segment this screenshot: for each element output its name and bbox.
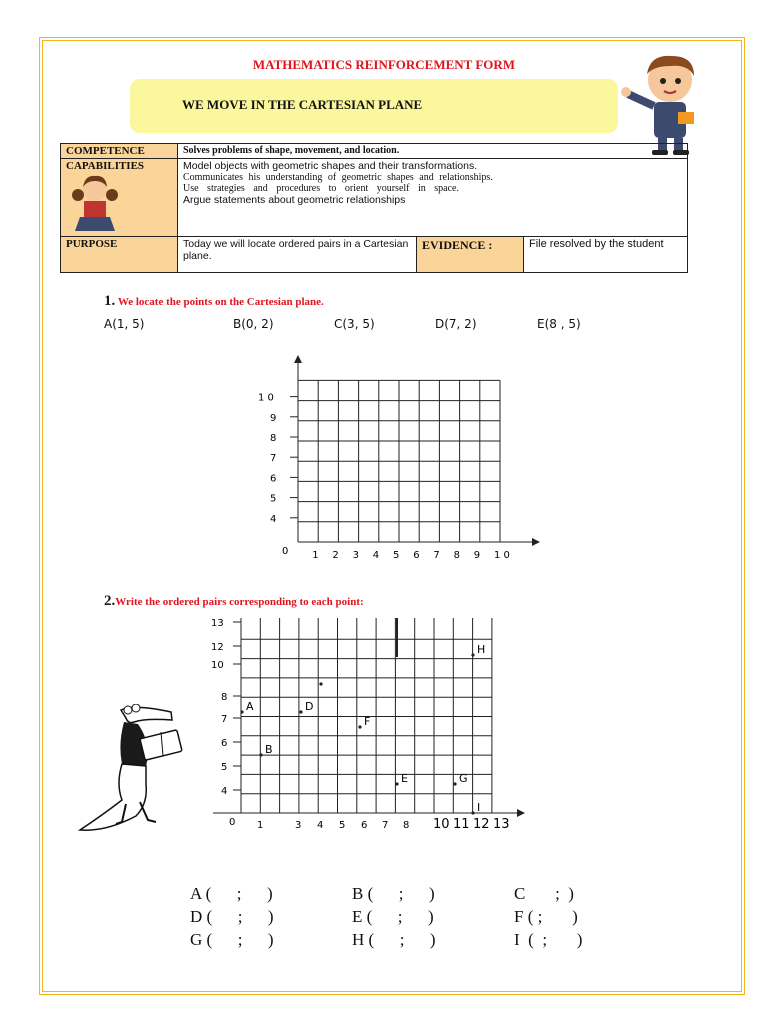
- grid-point: [471, 653, 474, 656]
- evidence-text: File resolved by the student: [524, 237, 688, 273]
- answer-i[interactable]: I ( ; ): [514, 930, 583, 949]
- cartesian-grid-2[interactable]: [205, 618, 525, 833]
- question-1-number: 1.: [104, 293, 116, 309]
- y-tick-label: 7: [221, 714, 228, 725]
- y-tick-label: 5: [221, 762, 228, 773]
- capability-4: Argue statements about geometric relationships: [183, 194, 406, 206]
- y-tick-label: 1 0: [258, 392, 274, 404]
- grid-point-label: B: [265, 743, 273, 756]
- answer-b[interactable]: B ( ; ): [352, 884, 435, 903]
- purpose-text: Today we will locate ordered pairs in a Cartesian plane.: [178, 237, 417, 273]
- grid-point: [395, 782, 398, 785]
- grid-point-label: F: [364, 715, 371, 728]
- y-tick-label: 5: [270, 493, 277, 505]
- evidence-label: EVIDENCE :: [417, 237, 524, 273]
- y-tick-label: 6: [270, 473, 277, 485]
- answer-g[interactable]: G ( ; ): [190, 930, 274, 949]
- x-tick-label: 6: [361, 820, 368, 831]
- point-e: E(8 , 5): [537, 317, 581, 331]
- y-axis-arrow: [294, 355, 302, 363]
- grid-point: [259, 753, 262, 756]
- point-b: B(0, 2): [233, 317, 274, 331]
- x-tick-label: 7: [433, 550, 440, 561]
- answer-h[interactable]: H ( ; ): [352, 930, 436, 949]
- origin-label: 0: [282, 546, 289, 557]
- grid-point: [319, 682, 322, 685]
- info-table: [60, 143, 688, 273]
- y-tick-label: 10: [211, 660, 224, 671]
- origin-label: 0: [229, 817, 236, 828]
- y-tick-label: 6: [221, 738, 228, 749]
- cartesian-grid-1[interactable]: [250, 355, 550, 570]
- crocodile-illustration: [76, 704, 200, 836]
- grid-point-label: I: [477, 801, 481, 814]
- answer-f[interactable]: F ( ; ): [514, 907, 578, 926]
- x-tick-label: 13: [493, 817, 510, 832]
- grid-point-label: D: [305, 700, 314, 713]
- x-tick-label: 1 0: [494, 550, 510, 561]
- x-axis-arrow: [532, 538, 540, 546]
- x-tick-label: 10: [433, 817, 450, 832]
- x-tick-label: 7: [382, 820, 389, 831]
- capability-2: Communicates his understanding of geometric shapes and relationships.: [183, 172, 493, 183]
- x-tick-label: 12: [473, 817, 490, 832]
- subtitle-banner: [130, 79, 618, 133]
- grid-point-label: E: [401, 772, 408, 785]
- purpose-label: PURPOSE: [61, 237, 178, 273]
- grid-point: [358, 725, 361, 728]
- x-tick-label: 2: [332, 550, 339, 561]
- point-a: A(1, 5): [104, 317, 145, 331]
- answer-a[interactable]: A ( ; ): [190, 884, 273, 903]
- capability-1: Model objects with geometric shapes and their transformations.: [183, 160, 478, 172]
- x-tick-label: 4: [317, 820, 324, 831]
- page-title: MATHEMATICS REINFORCEMENT FORM: [252, 57, 516, 72]
- x-tick-label: 6: [413, 550, 420, 561]
- question-2: [104, 593, 364, 610]
- x-tick-label: 11: [453, 817, 470, 832]
- question-2-text: Write the ordered pairs corresponding to each point:: [115, 596, 364, 608]
- answer-c[interactable]: C ; ): [514, 884, 574, 903]
- grid-point-label: H: [477, 643, 486, 656]
- x-tick-label: 5: [339, 820, 346, 831]
- y-tick-label: 4: [221, 786, 228, 797]
- x-tick-label: 1: [312, 550, 319, 561]
- x-tick-label: 9: [473, 550, 481, 561]
- boy-illustration: [620, 52, 720, 156]
- question-1-text: We locate the points on the Cartesian plane.: [117, 296, 324, 308]
- point-c: C(3, 5): [334, 317, 375, 331]
- subtitle: WE MOVE IN THE CARTESIAN PLANE: [182, 97, 423, 112]
- x-tick-label: 8: [403, 820, 410, 831]
- y-tick-label: 12: [211, 642, 224, 653]
- grid-point: [299, 710, 302, 713]
- y-tick-label: 8: [270, 433, 277, 444]
- x-tick-label: 4: [372, 550, 380, 561]
- grid-point: [240, 710, 243, 713]
- x-tick-label: 1: [257, 820, 264, 831]
- x-tick-label: 8: [453, 550, 460, 561]
- answer-e[interactable]: E ( ; ): [352, 907, 434, 926]
- x-tick-label: 3: [295, 820, 302, 831]
- question-2-number: 2.: [104, 593, 116, 609]
- capability-3: Use strategies and procedures to orient yourself in space.: [183, 183, 459, 194]
- grid-point: [471, 811, 474, 814]
- grid-point: [453, 782, 456, 785]
- capabilities-label: CAPABILITIES: [61, 159, 178, 237]
- y-tick-label: 13: [211, 618, 224, 629]
- question-1: [104, 293, 324, 310]
- y-tick-label: 8: [221, 692, 228, 703]
- competence-label: COMPETENCE: [61, 144, 178, 159]
- capabilities-cell: [178, 159, 688, 237]
- y-tick-label: 9: [270, 412, 277, 424]
- y-tick-label: 7: [270, 453, 277, 465]
- point-d: D(7, 2): [435, 317, 477, 331]
- y-tick-label: 4: [270, 513, 277, 525]
- answer-d[interactable]: D ( ; ): [190, 907, 274, 926]
- x-axis-arrow: [517, 809, 525, 817]
- grid-point-label: A: [246, 700, 254, 713]
- x-tick-label: 5: [393, 550, 400, 561]
- girl-illustration: [65, 173, 125, 235]
- x-tick-label: 3: [352, 550, 359, 561]
- competence-text: Solves problems of shape, movement, and location.: [178, 144, 688, 159]
- grid-point-label: G: [459, 772, 468, 785]
